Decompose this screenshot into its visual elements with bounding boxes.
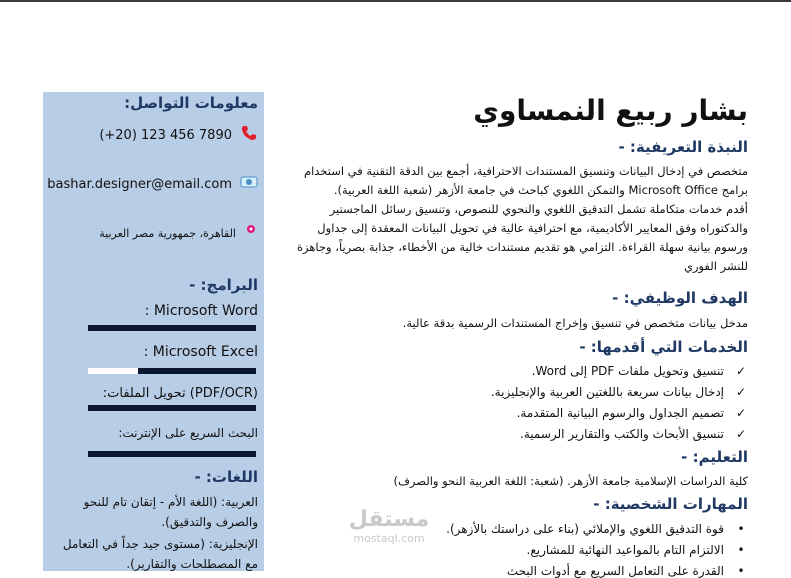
service-text: تنسيق الأبحاث والكتب والتقارير الرسمية. (520, 427, 724, 441)
email-row (47, 176, 258, 192)
checkmark-icon: ✓ (735, 406, 747, 420)
person-name: بشار ربيع النمساوي (473, 94, 748, 127)
objective-text: مدخل بيانات متخصص في تنسيق وإخراج المستندات الرسمية بدقة عالية. (402, 316, 748, 330)
mostaql-watermark (344, 508, 434, 546)
service-item (288, 427, 748, 441)
skills-heading: المهارات الشخصية: - (593, 495, 748, 513)
service-text: تنسيق وتحويل ملفات PDF إلى Word. (531, 364, 724, 378)
language-item: الإنجليزية: (مستوى جيد جداً في التعامل مع المصطلحات والتقارير). (62, 537, 258, 571)
program-label: البحث السريع على الإنترنت: (118, 426, 258, 440)
top-divider (0, 0, 791, 2)
program-level-fill (88, 405, 256, 411)
location-row (47, 224, 258, 242)
profile-text (278, 162, 748, 276)
profile-line: ورسوم بيانية سهلة القراءة. التزامي هو تقديم مستندات خالية من الأخطاء، جذابة بصرياً، وجاهزة (296, 240, 748, 254)
program-label: Microsoft Word : (144, 303, 258, 319)
program-level-fill (138, 368, 256, 374)
language-item: العربية: (اللغة الأم - إتقان تام للنحو والصرف والتدقيق). (83, 495, 258, 529)
phone-number: (+20) 123 456 7890 (99, 127, 232, 143)
skill-text: الالتزام التام بالمواعيد النهائية للمشاريع. (526, 543, 724, 557)
skill-item (288, 564, 748, 578)
sidebar (43, 92, 264, 571)
skill-text: القدرة على التعامل السريع مع أدوات البحث (506, 564, 724, 578)
location-pin-icon (244, 224, 258, 242)
service-item (288, 385, 748, 399)
checkmark-icon: ✓ (735, 427, 747, 441)
location-text: القاهرة، جمهورية مصر العربية (99, 226, 236, 240)
program-label: (PDF/OCR) تحويل الملفات: (102, 386, 258, 401)
watermark-arabic: مستقل (348, 507, 430, 532)
bullet-icon: • (737, 543, 745, 557)
objective-heading: الهدف الوظيفي: - (612, 289, 748, 307)
bullet-icon: • (737, 522, 745, 536)
skill-text: قوة التدقيق اللغوي والإملائي (بناء على دراستك بالأزهر). (446, 522, 724, 536)
program-level-fill (88, 451, 256, 457)
profile-line: أقدم خدمات متكاملة تشمل التدقيق اللغوي والنحوي للنصوص، وتنسيق رسائل الماجستير (329, 202, 748, 216)
education-text: كلية الدراسات الإسلامية جامعة الأزهر. (شعبة: اللغة العربية النحو والصرف) (393, 474, 748, 488)
service-item (288, 364, 748, 378)
checkmark-icon: ✓ (735, 364, 747, 378)
email-address[interactable]: bashar.designer@email.com (47, 176, 232, 192)
phone-row (47, 124, 258, 146)
programs-heading: البرامج: - (189, 276, 258, 294)
service-text: إدخال بيانات سريعة باللغتين العربية والإنجليزية. (490, 385, 724, 399)
program-label: Microsoft Excel : (143, 344, 258, 360)
program-level-bar (88, 451, 256, 457)
services-heading: الخدمات التي أقدمها: - (579, 338, 748, 356)
profile-line: والدكتوراه وفق المعايير الأكاديمية، مع احترافية عالية في تحويل البيانات المعقدة إلى جداول (317, 221, 748, 235)
main-content (270, 92, 748, 578)
profile-line: برامج Microsoft Office والتمكن اللغوي كباحث في جامعة الأزهر (شعبة اللغة العربية). (333, 183, 748, 197)
profile-heading: النبذة التعريفية: - (618, 138, 748, 156)
program-level-bar (88, 405, 256, 411)
service-text: تصميم الجداول والرسوم البيانية المتقدمة. (516, 406, 724, 420)
contact-heading: معلومات التواصل: (124, 94, 258, 112)
education-heading: التعليم: - (681, 448, 748, 466)
languages-heading: اللغات: - (194, 468, 258, 486)
service-item (288, 406, 748, 420)
program-level-bar (88, 325, 256, 331)
bullet-icon: • (737, 564, 745, 578)
phone-icon (240, 124, 258, 146)
program-level-fill (88, 325, 256, 331)
program-level-bar (88, 368, 256, 374)
checkmark-icon: ✓ (735, 385, 747, 399)
profile-line: متخصص في إدخال البيانات وتنسيق المستندات الاحترافية، أجمع بين الدقة التقنية في استخدام (303, 164, 748, 178)
email-icon (240, 176, 258, 192)
profile-line: للنشر الفوري (683, 259, 748, 273)
watermark-latin: mostaql.com (353, 532, 425, 545)
